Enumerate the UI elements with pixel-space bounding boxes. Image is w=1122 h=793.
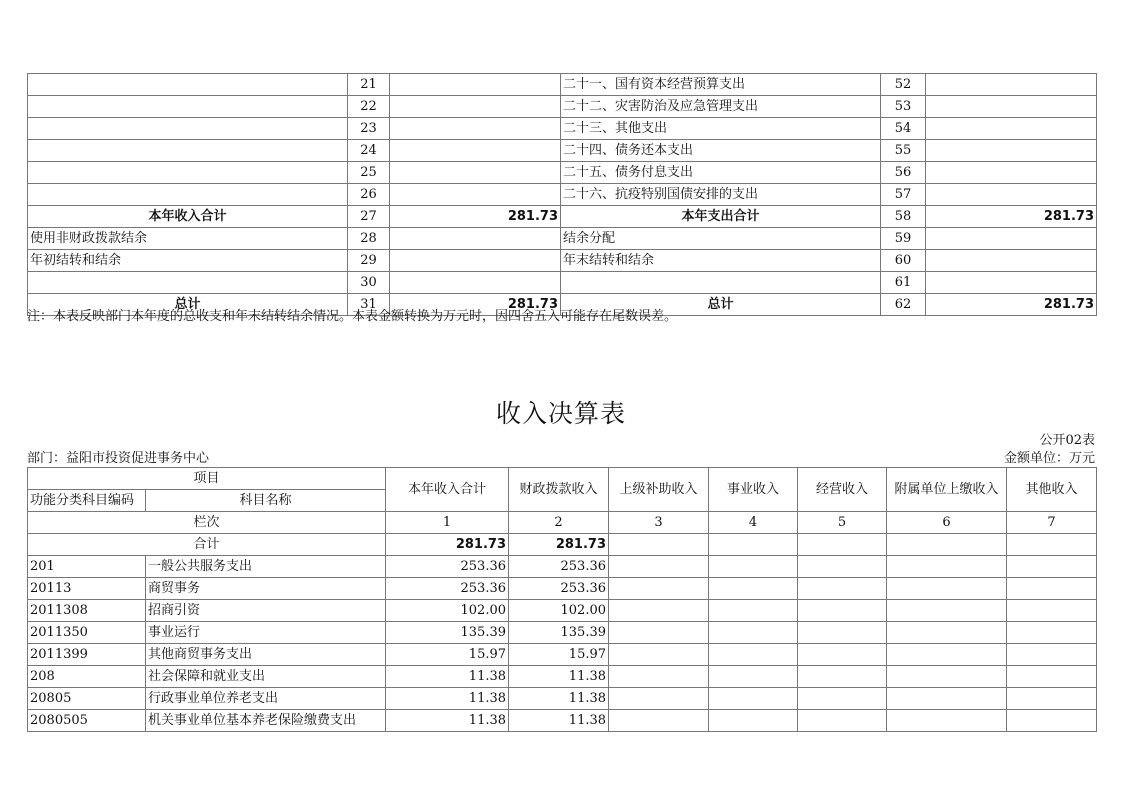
table-row bbox=[28, 184, 1097, 206]
empty-cell bbox=[709, 644, 798, 666]
income-value bbox=[390, 184, 561, 206]
subject-name: 其他商贸事务支出 bbox=[146, 644, 386, 666]
table-note: 注：本表反映部门本年度的总收支和年末结转结余情况。本表金额转换为万元时，因四舍五入可能存在尾数误差。 bbox=[27, 309, 678, 324]
expense-item: 二十一、国有资本经营预算支出 bbox=[561, 74, 881, 96]
header-name: 科目名称 bbox=[146, 490, 386, 512]
total-value: 281.73 bbox=[509, 534, 609, 556]
table-row bbox=[28, 96, 1097, 118]
balance-table bbox=[27, 73, 1097, 316]
empty-cell bbox=[1007, 644, 1097, 666]
table-row bbox=[28, 600, 1097, 622]
line-number: 23 bbox=[348, 118, 390, 140]
total-value bbox=[887, 534, 1007, 556]
col-number: 2 bbox=[509, 512, 609, 534]
income-item bbox=[28, 162, 348, 184]
income-item bbox=[28, 272, 348, 294]
empty-cell bbox=[887, 666, 1007, 688]
value-fiscal: 253.36 bbox=[509, 556, 609, 578]
header-col-6: 附属单位上缴收入 bbox=[887, 468, 1007, 512]
empty-cell bbox=[709, 666, 798, 688]
expense-value bbox=[926, 228, 1097, 250]
line-number: 59 bbox=[881, 228, 926, 250]
empty-cell bbox=[709, 710, 798, 732]
table-row bbox=[28, 250, 1097, 272]
empty-cell bbox=[1007, 710, 1097, 732]
line-number: 61 bbox=[881, 272, 926, 294]
expense-item: 本年支出合计 bbox=[561, 206, 881, 228]
value-total: 102.00 bbox=[386, 600, 509, 622]
empty-cell bbox=[709, 578, 798, 600]
header-col-2: 财政拨款收入 bbox=[509, 468, 609, 512]
subject-name: 一般公共服务支出 bbox=[146, 556, 386, 578]
expense-item bbox=[561, 272, 881, 294]
income-item bbox=[28, 140, 348, 162]
table-row bbox=[28, 644, 1097, 666]
empty-cell bbox=[1007, 578, 1097, 600]
value-total: 253.36 bbox=[386, 578, 509, 600]
value-fiscal: 102.00 bbox=[509, 600, 609, 622]
income-item bbox=[28, 96, 348, 118]
income-item: 总计 bbox=[28, 294, 348, 316]
income-value bbox=[390, 228, 561, 250]
line-number: 55 bbox=[881, 140, 926, 162]
table-row bbox=[28, 162, 1097, 184]
empty-cell bbox=[709, 600, 798, 622]
empty-cell bbox=[609, 600, 709, 622]
income-value bbox=[390, 96, 561, 118]
empty-cell bbox=[798, 710, 887, 732]
expense-item: 年末结转和结余 bbox=[561, 250, 881, 272]
expense-value bbox=[926, 272, 1097, 294]
expense-item: 二十二、灾害防治及应急管理支出 bbox=[561, 96, 881, 118]
subject-code: 201 bbox=[28, 556, 146, 578]
table-row bbox=[28, 622, 1097, 644]
col-number: 5 bbox=[798, 512, 887, 534]
income-value: 281.73 bbox=[390, 206, 561, 228]
empty-cell bbox=[887, 622, 1007, 644]
line-number: 22 bbox=[348, 96, 390, 118]
empty-cell bbox=[887, 578, 1007, 600]
line-number: 54 bbox=[881, 118, 926, 140]
empty-cell bbox=[709, 688, 798, 710]
empty-cell bbox=[1007, 622, 1097, 644]
line-number: 28 bbox=[348, 228, 390, 250]
value-fiscal: 11.38 bbox=[509, 710, 609, 732]
line-number: 62 bbox=[881, 294, 926, 316]
value-total: 253.36 bbox=[386, 556, 509, 578]
table-row bbox=[28, 710, 1097, 732]
value-fiscal: 11.38 bbox=[509, 688, 609, 710]
total-value bbox=[1007, 534, 1097, 556]
value-total: 15.97 bbox=[386, 644, 509, 666]
unit-label: 金额单位：万元 bbox=[1003, 451, 1095, 466]
table-row bbox=[28, 140, 1097, 162]
header-col-7: 其他收入 bbox=[1007, 468, 1097, 512]
table-row bbox=[28, 556, 1097, 578]
income-value bbox=[390, 250, 561, 272]
table-row bbox=[28, 74, 1097, 96]
col-label: 栏次 bbox=[28, 512, 386, 534]
empty-cell bbox=[709, 556, 798, 578]
value-total: 11.38 bbox=[386, 710, 509, 732]
subject-name: 招商引资 bbox=[146, 600, 386, 622]
empty-cell bbox=[709, 622, 798, 644]
table-row bbox=[28, 666, 1097, 688]
empty-cell bbox=[798, 600, 887, 622]
line-number: 21 bbox=[348, 74, 390, 96]
form-code: 公开02表 bbox=[1039, 433, 1095, 448]
empty-cell bbox=[887, 710, 1007, 732]
empty-cell bbox=[1007, 556, 1097, 578]
table-row bbox=[28, 688, 1097, 710]
expense-item: 结余分配 bbox=[561, 228, 881, 250]
total-label: 合计 bbox=[28, 534, 386, 556]
table-row bbox=[28, 578, 1097, 600]
line-number: 56 bbox=[881, 162, 926, 184]
expense-value bbox=[926, 162, 1097, 184]
expense-value bbox=[926, 140, 1097, 162]
col-number: 7 bbox=[1007, 512, 1097, 534]
expense-value bbox=[926, 184, 1097, 206]
income-item: 年初结转和结余 bbox=[28, 250, 348, 272]
line-number: 53 bbox=[881, 96, 926, 118]
empty-cell bbox=[609, 688, 709, 710]
empty-cell bbox=[887, 556, 1007, 578]
subject-code: 2080505 bbox=[28, 710, 146, 732]
column-number-row bbox=[28, 512, 1097, 534]
header-row bbox=[28, 468, 1097, 490]
income-item: 本年收入合计 bbox=[28, 206, 348, 228]
total-value bbox=[798, 534, 887, 556]
total-value bbox=[709, 534, 798, 556]
income-item bbox=[28, 184, 348, 206]
empty-cell bbox=[798, 688, 887, 710]
value-total: 11.38 bbox=[386, 688, 509, 710]
income-table bbox=[27, 467, 1097, 732]
empty-cell bbox=[887, 688, 1007, 710]
col-number: 1 bbox=[386, 512, 509, 534]
expense-value: 281.73 bbox=[926, 294, 1097, 316]
line-number: 29 bbox=[348, 250, 390, 272]
subject-code: 2011308 bbox=[28, 600, 146, 622]
income-item bbox=[28, 118, 348, 140]
line-number: 60 bbox=[881, 250, 926, 272]
header-col-1: 本年收入合计 bbox=[386, 468, 509, 512]
empty-cell bbox=[798, 622, 887, 644]
table-row bbox=[28, 228, 1097, 250]
header-col-3: 上级补助收入 bbox=[609, 468, 709, 512]
subject-code: 2011350 bbox=[28, 622, 146, 644]
department-label: 部门：益阳市投资促进事务中心 bbox=[27, 451, 210, 466]
income-table-body bbox=[28, 468, 1097, 732]
col-number: 3 bbox=[609, 512, 709, 534]
value-total: 135.39 bbox=[386, 622, 509, 644]
value-fiscal: 253.36 bbox=[509, 578, 609, 600]
page-title: 收入决算表 bbox=[495, 399, 626, 428]
empty-cell bbox=[798, 578, 887, 600]
income-value bbox=[390, 162, 561, 184]
value-fiscal: 15.97 bbox=[509, 644, 609, 666]
empty-cell bbox=[609, 710, 709, 732]
line-number: 30 bbox=[348, 272, 390, 294]
total-row bbox=[28, 534, 1097, 556]
expense-value bbox=[926, 96, 1097, 118]
line-number: 52 bbox=[881, 74, 926, 96]
subject-name: 商贸事务 bbox=[146, 578, 386, 600]
line-number: 24 bbox=[348, 140, 390, 162]
empty-cell bbox=[609, 666, 709, 688]
expense-item: 二十六、抗疫特别国债安排的支出 bbox=[561, 184, 881, 206]
subject-name: 行政事业单位养老支出 bbox=[146, 688, 386, 710]
expense-item: 二十三、其他支出 bbox=[561, 118, 881, 140]
income-item: 使用非财政拨款结余 bbox=[28, 228, 348, 250]
empty-cell bbox=[887, 600, 1007, 622]
income-value bbox=[390, 74, 561, 96]
empty-cell bbox=[609, 578, 709, 600]
line-number: 57 bbox=[881, 184, 926, 206]
expense-value bbox=[926, 74, 1097, 96]
expense-item: 二十五、债务付息支出 bbox=[561, 162, 881, 184]
income-item bbox=[28, 74, 348, 96]
line-number: 26 bbox=[348, 184, 390, 206]
table-row bbox=[28, 272, 1097, 294]
table-row bbox=[28, 206, 1097, 228]
balance-table-body bbox=[28, 74, 1097, 316]
header-col-4: 事业收入 bbox=[709, 468, 798, 512]
value-total: 11.38 bbox=[386, 666, 509, 688]
income-value bbox=[390, 118, 561, 140]
empty-cell bbox=[798, 666, 887, 688]
total-value bbox=[609, 534, 709, 556]
expense-item: 总计 bbox=[561, 294, 881, 316]
subject-name: 事业运行 bbox=[146, 622, 386, 644]
col-number: 6 bbox=[887, 512, 1007, 534]
empty-cell bbox=[1007, 666, 1097, 688]
line-number: 58 bbox=[881, 206, 926, 228]
income-value bbox=[390, 140, 561, 162]
empty-cell bbox=[1007, 688, 1097, 710]
empty-cell bbox=[609, 644, 709, 666]
empty-cell bbox=[609, 556, 709, 578]
line-number: 31 bbox=[348, 294, 390, 316]
header-code: 功能分类科目编码 bbox=[28, 490, 146, 512]
value-fiscal: 11.38 bbox=[509, 666, 609, 688]
subject-code: 20805 bbox=[28, 688, 146, 710]
empty-cell bbox=[1007, 600, 1097, 622]
subject-code: 208 bbox=[28, 666, 146, 688]
col-number: 4 bbox=[709, 512, 798, 534]
income-value: 281.73 bbox=[390, 294, 561, 316]
table-row bbox=[28, 118, 1097, 140]
subject-name: 社会保障和就业支出 bbox=[146, 666, 386, 688]
line-number: 25 bbox=[348, 162, 390, 184]
empty-cell bbox=[609, 622, 709, 644]
expense-value bbox=[926, 118, 1097, 140]
empty-cell bbox=[798, 556, 887, 578]
subject-code: 20113 bbox=[28, 578, 146, 600]
subject-code: 2011399 bbox=[28, 644, 146, 666]
empty-cell bbox=[798, 644, 887, 666]
expense-value bbox=[926, 250, 1097, 272]
expense-value: 281.73 bbox=[926, 206, 1097, 228]
subject-name: 机关事业单位基本养老保险缴费支出 bbox=[146, 710, 386, 732]
header-item: 项目 bbox=[28, 468, 386, 490]
total-value: 281.73 bbox=[386, 534, 509, 556]
income-value bbox=[390, 272, 561, 294]
expense-item: 二十四、债务还本支出 bbox=[561, 140, 881, 162]
empty-cell bbox=[887, 644, 1007, 666]
value-fiscal: 135.39 bbox=[509, 622, 609, 644]
line-number: 27 bbox=[348, 206, 390, 228]
header-col-5: 经营收入 bbox=[798, 468, 887, 512]
